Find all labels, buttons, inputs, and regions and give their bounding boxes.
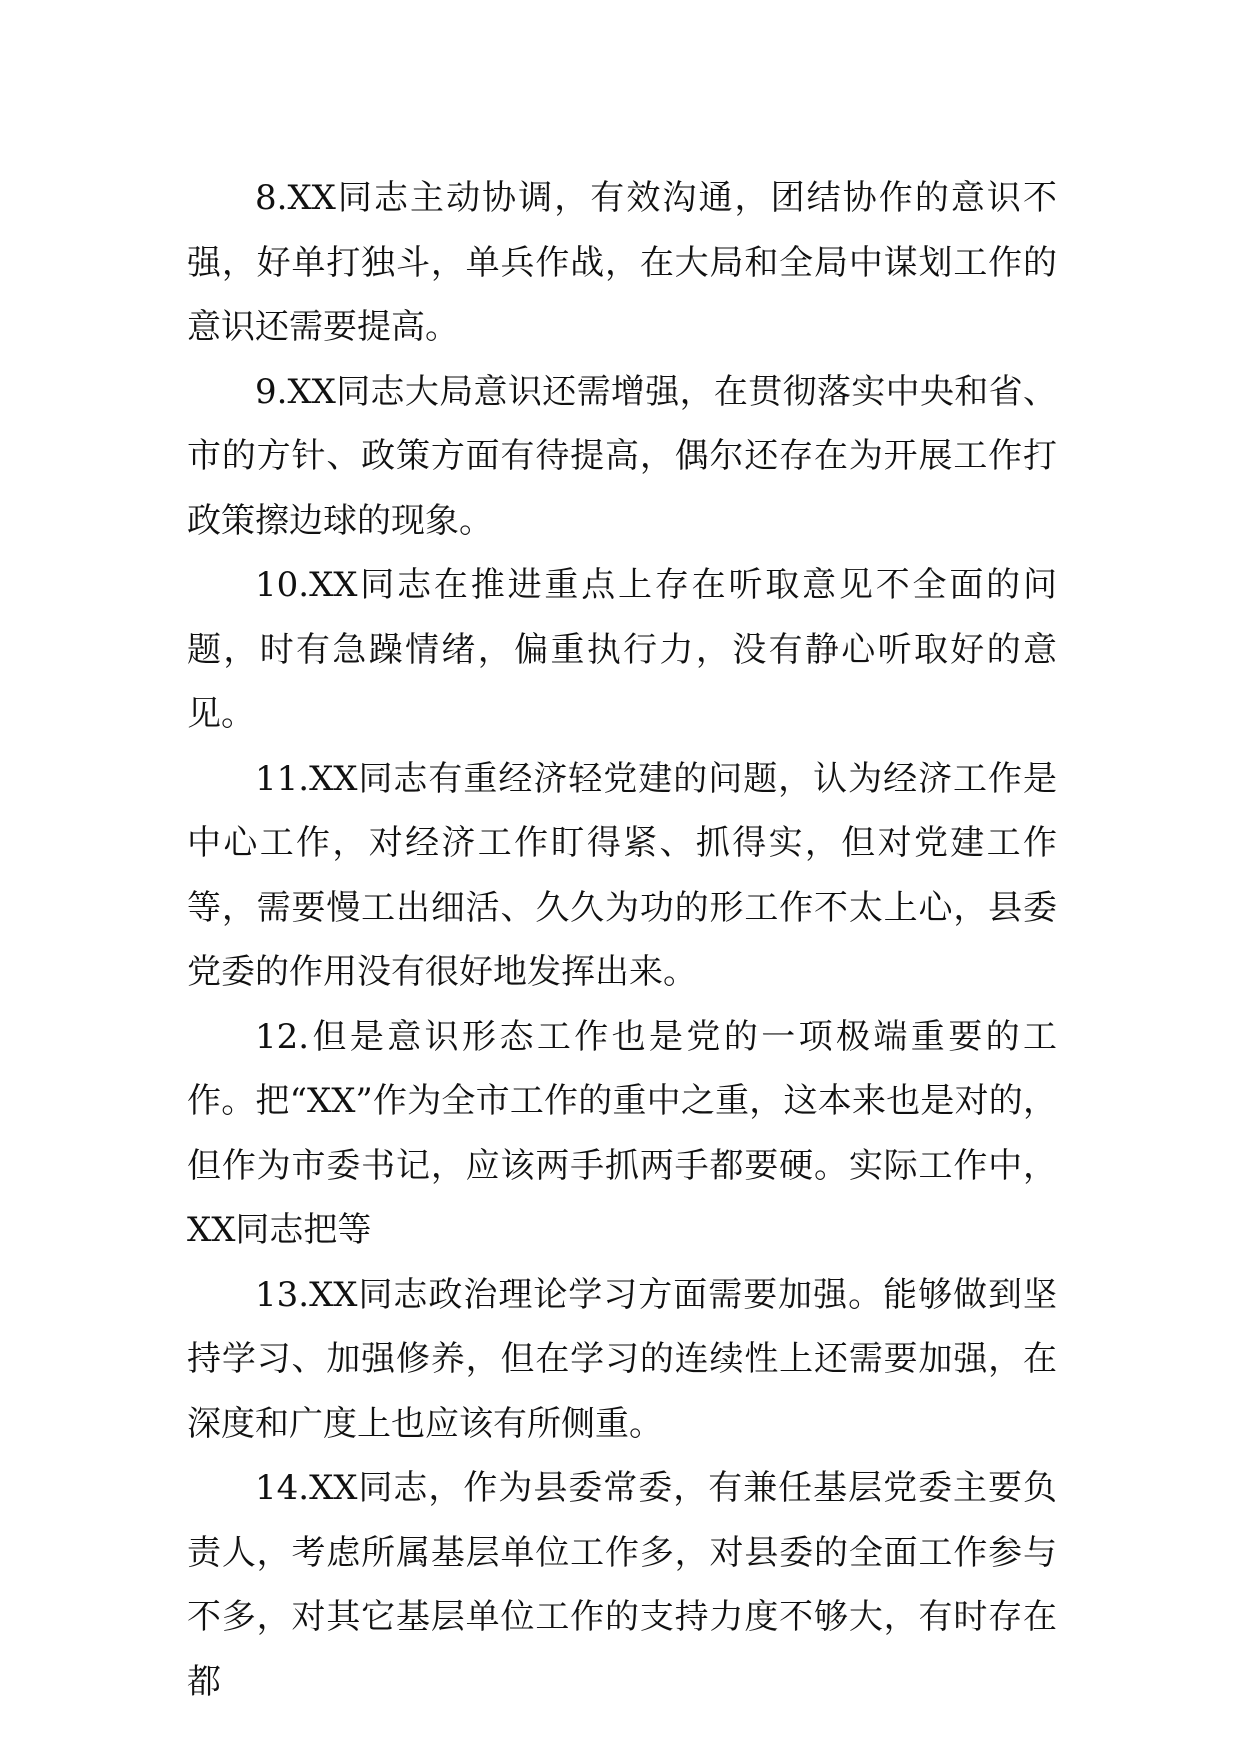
paragraph-8: 8.XX同志主动协调，有效沟通，团结协作的意识不强，好单打独斗，单兵作战，在大局和全局中谋划工作的意识还需要提高。 — [187, 178, 1057, 347]
paragraph-11: 11.XX同志有重经济轻党建的问题，认为经济工作是中心工作，对经济工作盯得紧、抓得实，但对党建工作等，需要慢工出细活、久久为功的形工作不太上心，县委党委的作用没有很好地发挥出来。 — [187, 758, 1057, 992]
paragraph-14: 14.XX同志，作为县委常委，有兼任基层党委主要负责人，考虑所属基层单位工作多，对县委的全面工作参与不多，对其它基层单位工作的支持力度不够大，有时存在都 — [187, 1468, 1057, 1702]
paragraph-9: 9.XX同志大局意识还需增强，在贯彻落实中央和省、市的方针、政策方面有待提高，偶尔还存在为开展工作打政策擦边球的现象。 — [187, 371, 1057, 541]
document-body — [187, 166, 1057, 1714]
paragraph-12: 12.但是意识形态工作也是党的一项极端重要的工作。把“XX”作为全市工作的重中之重，这本来也是对的，但作为市委书记，应该两手抓两手都要硬。实际工作中，XX同志把等 — [187, 1016, 1057, 1250]
paragraph-13: 13.XX同志政治理论学习方面需要加强。能够做到坚持学习、加强修养，但在学习的连续性上还需要加强，在深度和广度上也应该有所侧重。 — [187, 1274, 1057, 1444]
paragraph-10: 10.XX同志在推进重点上存在听取意见不全面的问题，时有急躁情绪，偏重执行力，没有静心听取好的意见。 — [187, 565, 1057, 734]
